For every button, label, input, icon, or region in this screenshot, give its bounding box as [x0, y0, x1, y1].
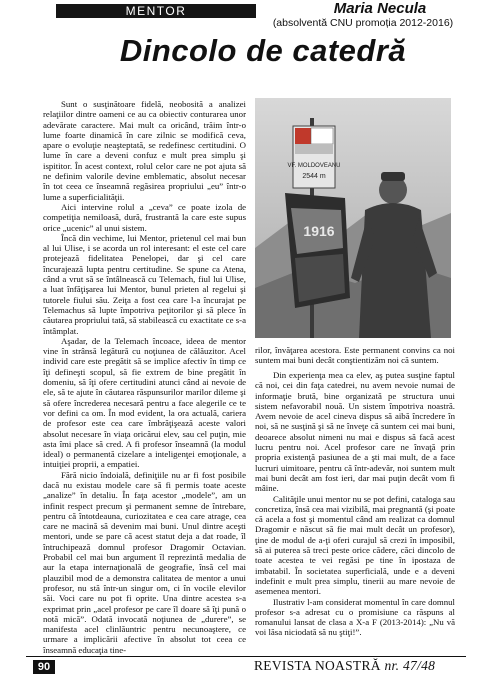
paragraph: Sunt o susţinătoare fidelă, neobosită a analizei relaţiilor dintre oameni ce au ca obiectiv conturarea unor adevărate caractere. Mai mult ca oricând, trăim într-o lume foarte dinamică în care zilnic se modifică ceva, apare o evoluţie neaşteptată, se redefinesc certitudini. O lume în care a deveni confuz e mult prea simplu şi ispititor. În acest context, rolul celor care ne pot ajuta să ne definim valorile devine emblematic, absolut necesar în tot ceea ce înseamnă regăsirea propriului „eu” într-o lume a superficialităţii. [43, 99, 246, 202]
mountain-summit-photo [255, 98, 451, 338]
left-column [43, 99, 246, 655]
paragraph: Aşadar, de la Telemach încoace, ideea de mentor vine în strânsă legătură cu noţiunea de călăuzitor. Acel individ care este pregătit să se implice afectiv în timp ce îţi defineşti scopul, să fie extrem de bine pregătit în domeniu, să îţi ofere certitudini atunci când ai nevoie de ele, să te ajute în căutarea răspunsurilor marilor dileme şi să ofere încrederea necesară pentru a face alegerile ce te vor defini ca om. În mod evident, la ora actuală, cariera de profesor este cea care îmbrăţişează aceste valori absolut necesare în viaţa oricărui elev, sau cel puţin, mie asta îmi place să cred. A fi profesor înseamnă (la modul ideal) o permanentă cizelare a inteligenţei emoţionale, a intuiţiei proprii, a empatiei. [43, 335, 246, 470]
paragraph: Ilustrativ l-am considerat momentul în care domnul profesor s-a adresat cu o promisiune ca răspuns al romanului lansat de clasa a X-a F (2013-2014): „Nu vă voi lăsa niciodată să nu ştiţi!”. [255, 596, 455, 638]
paragraph: Din experienţa mea ca elev, aş putea susţine faptul că noi, cei din faţa catedrei, nu avem nevoie numai de informaţie brută, bine organizată pe structura unui sistem nefavorabil nouă. Un sistem împotriva noastră. Avem nevoie de acel cineva dispus să aibă încredere în noi, să ne susţină şi să ne înveţe că suntem cei mai buni, deoarece absolut nimeni nu mai e dispus să facă acest lucru pentru noi. Acel profesor care ne învaţă prin propria existenţă pasiunea de a şti mai mult, de a face lucruri uimitoare, pentru că într-adevăr, noi suntem mult mai buni decât am fost ieri, dar mai puţin decât vom fi mâine. [255, 370, 455, 494]
page-number: 90 [33, 660, 55, 674]
paragraph: Calităţile unui mentor nu se pot defini, catalogа sau concretiza, însă cea mai vizibilă, mai pregnantă (şi poate că acela a fost şi momentul când am realizat ca domnul Dragomir e născut să fie mai mult decât un profesor), ţine de modul de a-ţi oferi curajul să crezi în imposibil, să ai puterea să treci peste orice cădere, căci dincolo de toate acestea te vei regăsi pe tine în ipostaza de imbatabil. În societatea superficială, unde e a deveni indefinit e mult prea simplu, tinerii au mare nevoie de asemenea mentori. [255, 493, 455, 597]
paragraph: rilor, învăţarea acestora. Este permanent convins ca noi suntem mai buni decât conştientizăm noi că suntem. [255, 345, 455, 366]
author-affiliation: (absolventă CNU promoția 2012-2016) [272, 17, 454, 29]
right-column-continuation [255, 345, 455, 366]
sign-text: VF. MOLDOVEANU [287, 163, 341, 169]
author-name: Maria Necula [333, 0, 427, 17]
paragraph: Aici intervine rolul a „ceva” ce poate izola de competiţia nemiloasă, dură, frustrantă la care este supus orice „ucenic” al unui sistem. [43, 201, 246, 233]
paragraph: Încă din vechime, lui Mentor, prietenul cel mai bun al lui Ulise, i se acorda un rol interesant: el este cel care protejează fidelitatea Penelopei, dar şi cel care încurajează lupta pentru certitudine. Se spune ca Atena, când a vrut să se întâlnească cu Telemach, fiul lui Ulise, a luat înfăţişarea lui Mentor, bunul prieten al regelui şi tutorele fiului său. Zeiţa a fost cea care l-a încurajat pe Telemachus să lupte împotriva peţitorilor şi să plece în căutarea propriului tată, să stabilească cu exactitate ce s-a întâmplat. [43, 232, 246, 336]
svg-text:2544 m: 2544 m [302, 173, 326, 180]
flag-text: 1916 [303, 223, 335, 239]
page-footer [26, 656, 466, 677]
photo-illustration [255, 98, 451, 338]
right-column [255, 370, 455, 638]
magazine-title: REVISTA NOASTRĂ [254, 658, 381, 673]
issue-number: nr. 47/48 [384, 658, 436, 673]
section-label: MENTOR [56, 4, 256, 18]
magazine-name [254, 658, 435, 674]
article-title: Dincolo de catedră [119, 33, 407, 68]
paragraph: Fără nicio îndoială, definiţiile nu ar fi fost posibile dacă nu existau modele care să fi permis toate aceste „analize” în detaliu. În faţa acestor „modele”, am un infinit respect precum şi permanent semne de întrebare, pentru că întotdeauna, curiozitatea e cea care atrage, cea care ne macină să devenim mai buni. Unul dintre aceşti mentori, unde se pare că acest statut deja a dat roade, îl întruchipează domnul profesor Dragomir Octavian. Probabil cel mai bun argument îl reprezintă medalia de aur la etapa internaţională de geografie, însă cel mai plauzibil mod de a demonstra calitatea de mentor a unui profesor, nu stă într-un singur om, ci în vocile elevilor săi. Voci care nu pot fi oprite. Una dintre acestea s-a exprimat prin „acel profesor pe care îl doare să îţi pună o notă mică”. Odată invocată noţiunea de „durere”, se manifesta acel clinlăuntric pentru necunoaştere, ce urmare a implicării afective în absolut tot ceea ce înseamnă educaţia tine- [43, 469, 246, 655]
